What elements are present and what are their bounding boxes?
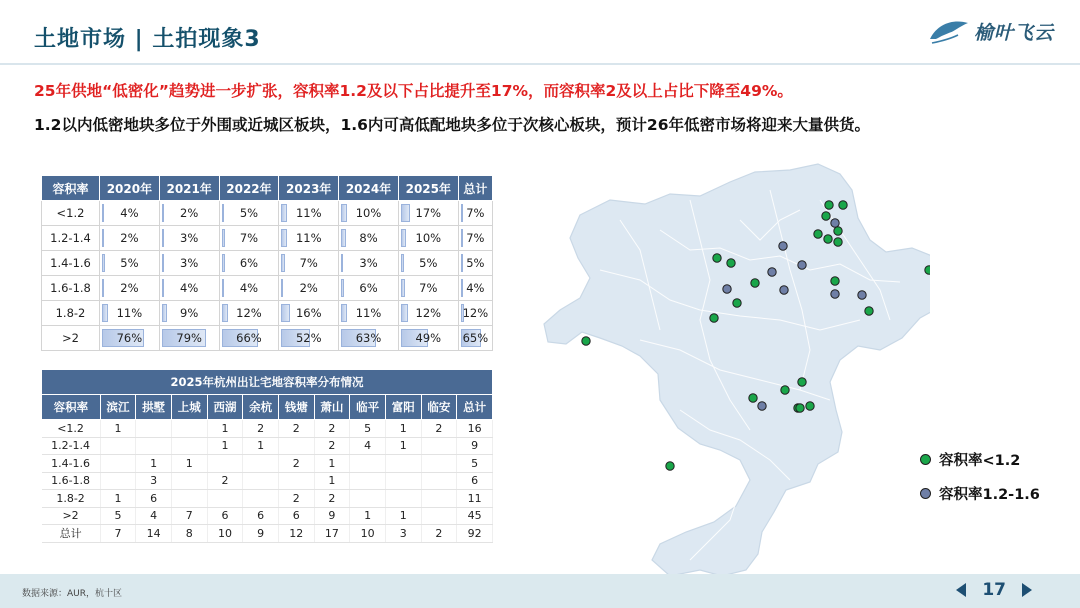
hangzhou-map — [540, 160, 930, 580]
share-bar — [401, 254, 404, 272]
column-header: 容积率 — [42, 176, 100, 201]
count-cell: 17 — [314, 525, 350, 543]
table-row — [42, 276, 493, 301]
share-value: 2% — [180, 206, 199, 220]
share-value: 65% — [462, 331, 489, 345]
site-point-low-ratio — [814, 230, 822, 238]
site-point-low-ratio — [825, 201, 833, 209]
column-header: 2025年 — [398, 176, 458, 201]
site-point-low-ratio — [733, 299, 741, 307]
share-bar — [162, 279, 164, 297]
row-label: 1.2-1.4 — [42, 437, 101, 455]
count-cell: 2 — [278, 455, 314, 473]
share-cell — [100, 251, 160, 276]
count-table-caption: 2025年杭州出让宅地容积率分布情况 — [42, 370, 493, 395]
share-bar — [102, 229, 104, 247]
share-bar — [341, 279, 344, 297]
count-cell: 1 — [207, 420, 243, 438]
share-value: 4% — [466, 281, 485, 295]
share-value: 3% — [359, 256, 378, 270]
share-cell — [159, 326, 219, 351]
column-header: 总计 — [458, 176, 492, 201]
share-value: 9% — [180, 306, 199, 320]
site-point-low-ratio — [834, 227, 842, 235]
share-value: 7% — [299, 256, 318, 270]
share-value: 6% — [359, 281, 378, 295]
header-divider — [0, 63, 1080, 65]
count-cell — [171, 472, 207, 490]
share-value: 5% — [120, 256, 139, 270]
table-row — [42, 201, 493, 226]
share-bar — [401, 204, 410, 222]
row-label: >2 — [42, 326, 100, 351]
count-cell: 1 — [100, 490, 136, 508]
share-cell — [458, 201, 492, 226]
share-bar — [281, 304, 290, 322]
count-cell — [385, 472, 421, 490]
page-title: 土地市场 | 土拍现象3 — [34, 27, 261, 52]
share-cell — [100, 326, 160, 351]
count-cell: 11 — [457, 490, 493, 508]
share-value: 52% — [295, 331, 322, 345]
share-value: 66% — [236, 331, 262, 345]
share-cell — [100, 301, 160, 326]
site-point-mid-ratio — [858, 291, 866, 299]
share-value: 12% — [415, 306, 442, 320]
share-value: 17% — [415, 206, 442, 220]
count-cell — [350, 490, 386, 508]
row-label: 1.4-1.6 — [42, 455, 101, 473]
share-value: 4% — [239, 281, 259, 295]
share-bar — [461, 279, 463, 297]
count-cell — [421, 437, 457, 455]
share-value: 10% — [415, 231, 442, 245]
share-bar — [222, 254, 225, 272]
share-value: 5% — [239, 206, 259, 220]
share-bar — [341, 304, 347, 322]
share-bar — [162, 304, 167, 322]
hangzhou-district-shape — [544, 164, 930, 576]
share-value: 8% — [359, 231, 378, 245]
table-row — [42, 251, 493, 276]
count-cell: 1 — [350, 507, 386, 525]
footer-bar — [0, 574, 1080, 608]
share-value: 12% — [236, 306, 262, 320]
count-cell: 5 — [100, 507, 136, 525]
count-cell: 2 — [421, 420, 457, 438]
column-header: 2020年 — [100, 176, 160, 201]
share-value: 11% — [295, 206, 322, 220]
share-bar — [461, 204, 463, 222]
row-label: 1.8-2 — [42, 490, 101, 508]
site-point-low-ratio — [666, 462, 674, 470]
legend-mid-marker — [920, 488, 931, 499]
count-cell — [171, 490, 207, 508]
site-point-low-ratio — [839, 201, 847, 209]
table-row — [42, 525, 493, 543]
column-header: 临平 — [350, 395, 386, 420]
site-point-low-ratio — [796, 404, 804, 412]
share-bar — [401, 304, 408, 322]
summary-highlight: 25年供地“低密化”趋势进一步扩张，容积率1.2及以下占比提升至17%，而容积率2及以上占比下降至49%。 — [34, 82, 793, 100]
share-value: 11% — [295, 231, 322, 245]
site-point-mid-ratio — [780, 286, 788, 294]
count-cell — [243, 472, 279, 490]
column-header: 2022年 — [219, 176, 279, 201]
share-cell — [159, 301, 219, 326]
share-value: 7% — [466, 231, 485, 245]
share-bar — [281, 229, 287, 247]
count-cell: 5 — [350, 420, 386, 438]
count-cell: 8 — [171, 525, 207, 543]
column-header: 2024年 — [339, 176, 399, 201]
count-cell — [278, 472, 314, 490]
count-cell: 4 — [350, 437, 386, 455]
share-cell — [398, 326, 458, 351]
share-cell — [219, 301, 279, 326]
share-cell — [219, 276, 279, 301]
count-cell: 2 — [314, 437, 350, 455]
share-bar — [281, 204, 287, 222]
table-row — [42, 507, 493, 525]
count-cell: 9 — [314, 507, 350, 525]
count-cell — [100, 437, 136, 455]
share-cell — [219, 226, 279, 251]
site-point-low-ratio — [781, 386, 789, 394]
count-cell — [421, 455, 457, 473]
count-cell: 10 — [207, 525, 243, 543]
row-label: 1.4-1.6 — [42, 251, 100, 276]
share-value: 5% — [466, 256, 485, 270]
share-value: 3% — [180, 256, 199, 270]
share-cell — [159, 251, 219, 276]
share-bar — [341, 254, 343, 272]
count-cell — [350, 455, 386, 473]
share-cell — [279, 226, 339, 251]
site-point-mid-ratio — [779, 242, 787, 250]
share-cell — [398, 301, 458, 326]
share-bar — [281, 254, 285, 272]
share-cell — [458, 226, 492, 251]
count-cell: 1 — [171, 455, 207, 473]
share-bar — [162, 204, 164, 222]
share-cell — [279, 276, 339, 301]
column-header: 上城 — [171, 395, 207, 420]
site-point-low-ratio — [865, 307, 873, 315]
share-value: 76% — [116, 331, 143, 345]
column-header: 容积率 — [42, 395, 101, 420]
header — [0, 0, 1080, 66]
share-bar — [281, 279, 283, 297]
count-cell: 2 — [243, 420, 279, 438]
ratio-share-table — [41, 175, 493, 351]
table-row — [42, 301, 493, 326]
table-row — [42, 472, 493, 490]
site-point-low-ratio — [713, 254, 721, 262]
share-bar — [401, 229, 407, 247]
next-page-icon[interactable] — [1022, 583, 1032, 597]
share-cell — [458, 301, 492, 326]
share-cell — [100, 226, 160, 251]
share-value: 2% — [120, 231, 139, 245]
count-cell — [421, 507, 457, 525]
share-value: 12% — [462, 306, 489, 320]
share-cell — [398, 226, 458, 251]
share-bar — [102, 279, 104, 297]
share-cell — [100, 276, 160, 301]
share-cell — [458, 326, 492, 351]
share-cell — [398, 276, 458, 301]
count-cell: 6 — [207, 507, 243, 525]
share-bar — [222, 229, 226, 247]
count-cell — [207, 490, 243, 508]
count-cell — [100, 472, 136, 490]
count-cell: 6 — [457, 472, 493, 490]
share-value: 11% — [355, 306, 382, 320]
column-header: 滨江 — [100, 395, 136, 420]
share-value: 7% — [466, 206, 485, 220]
site-point-low-ratio — [798, 378, 806, 386]
legend-low-label: 容积率<1.2 — [939, 453, 1021, 469]
count-cell: 7 — [171, 507, 207, 525]
table-row — [42, 490, 493, 508]
site-point-mid-ratio — [831, 219, 839, 227]
count-cell — [207, 455, 243, 473]
share-cell — [339, 226, 399, 251]
share-value: 10% — [355, 206, 382, 220]
site-point-low-ratio — [834, 238, 842, 246]
share-cell — [339, 276, 399, 301]
summary-detail: 1.2以内低密地块多位于外围或近城区板块，1.6内可高低配地块多位于次核心板块，预计26年低密市场将迎来大量供货。 — [34, 116, 870, 134]
share-cell — [159, 226, 219, 251]
count-cell — [100, 455, 136, 473]
count-cell: 9 — [243, 525, 279, 543]
count-cell: 1 — [385, 420, 421, 438]
share-value: 49% — [415, 331, 442, 345]
share-cell — [159, 276, 219, 301]
share-cell — [279, 326, 339, 351]
count-cell: 14 — [136, 525, 172, 543]
count-cell: 5 — [457, 455, 493, 473]
count-cell: 1 — [385, 437, 421, 455]
share-cell — [339, 301, 399, 326]
share-value: 4% — [120, 206, 139, 220]
logo-text: 榆叶飞云 — [973, 22, 1054, 44]
ratio-count-table — [41, 369, 493, 543]
count-cell: 1 — [314, 455, 350, 473]
count-cell: 10 — [350, 525, 386, 543]
column-header: 2021年 — [159, 176, 219, 201]
share-cell — [219, 326, 279, 351]
count-cell: 2 — [421, 525, 457, 543]
site-point-low-ratio — [822, 212, 830, 220]
site-point-mid-ratio — [758, 402, 766, 410]
share-cell — [398, 201, 458, 226]
column-header: 总计 — [457, 395, 493, 420]
row-label: 1.8-2 — [42, 301, 100, 326]
ratio-table-header — [42, 176, 493, 201]
share-bar — [162, 254, 164, 272]
share-bar — [222, 304, 229, 322]
share-bar — [222, 279, 224, 297]
row-label: <1.2 — [42, 201, 100, 226]
share-value: 16% — [295, 306, 322, 320]
column-header: 萧山 — [314, 395, 350, 420]
column-header: 拱墅 — [136, 395, 172, 420]
site-point-low-ratio — [582, 337, 590, 345]
share-cell — [159, 201, 219, 226]
share-bar — [401, 279, 405, 297]
share-bar — [341, 229, 345, 247]
share-value: 3% — [180, 231, 199, 245]
count-cell: 2 — [314, 420, 350, 438]
share-bar — [341, 204, 347, 222]
count-cell: 4 — [136, 507, 172, 525]
count-cell: 45 — [457, 507, 493, 525]
pager — [956, 580, 1032, 600]
share-bar — [222, 204, 225, 222]
share-cell — [279, 301, 339, 326]
site-point-low-ratio — [727, 259, 735, 267]
table-row — [42, 437, 493, 455]
share-value: 79% — [176, 331, 202, 345]
share-cell — [458, 251, 492, 276]
site-point-low-ratio — [824, 235, 832, 243]
column-header: 钱塘 — [278, 395, 314, 420]
site-point-low-ratio — [831, 277, 839, 285]
count-cell: 1 — [100, 420, 136, 438]
row-label: 1.2-1.4 — [42, 226, 100, 251]
row-label: >2 — [42, 507, 101, 525]
column-header: 富阳 — [385, 395, 421, 420]
site-point-mid-ratio — [831, 290, 839, 298]
share-cell — [279, 201, 339, 226]
count-cell — [171, 437, 207, 455]
count-cell: 2 — [314, 490, 350, 508]
column-header: 西湖 — [207, 395, 243, 420]
row-label: 1.6-1.8 — [42, 472, 101, 490]
table-row — [42, 455, 493, 473]
share-cell — [219, 251, 279, 276]
count-cell — [243, 455, 279, 473]
legend-item-mid — [920, 483, 1040, 504]
count-cell — [171, 420, 207, 438]
share-cell — [458, 276, 492, 301]
count-cell: 2 — [278, 420, 314, 438]
site-point-low-ratio — [806, 402, 814, 410]
share-bar — [461, 229, 463, 247]
count-cell — [136, 437, 172, 455]
count-cell — [136, 420, 172, 438]
share-cell — [339, 251, 399, 276]
count-cell: 6 — [278, 507, 314, 525]
share-value: 4% — [180, 281, 199, 295]
count-cell: 1 — [385, 507, 421, 525]
count-cell: 3 — [136, 472, 172, 490]
share-cell — [339, 326, 399, 351]
count-cell — [243, 490, 279, 508]
row-label: 总计 — [42, 525, 101, 543]
share-value: 6% — [239, 256, 259, 270]
site-point-low-ratio — [925, 266, 930, 274]
count-cell: 1 — [243, 437, 279, 455]
count-cell — [385, 455, 421, 473]
prev-page-icon[interactable] — [956, 583, 966, 597]
table-row — [42, 226, 493, 251]
share-value: 63% — [355, 331, 382, 345]
count-table-header — [42, 395, 493, 420]
leaf-logo-icon — [928, 19, 970, 45]
share-value: 7% — [419, 281, 438, 295]
count-cell: 1 — [136, 455, 172, 473]
column-header: 临安 — [421, 395, 457, 420]
share-bar — [461, 254, 463, 272]
count-cell: 2 — [278, 490, 314, 508]
share-value: 2% — [299, 281, 318, 295]
legend-item-low — [920, 449, 1020, 470]
count-cell: 6 — [243, 507, 279, 525]
count-cell — [421, 490, 457, 508]
table-row — [42, 420, 493, 438]
count-cell: 9 — [457, 437, 493, 455]
share-cell — [219, 201, 279, 226]
site-point-low-ratio — [751, 279, 759, 287]
share-value: 11% — [116, 306, 143, 320]
count-cell — [350, 472, 386, 490]
site-point-low-ratio — [710, 314, 718, 322]
share-cell — [339, 201, 399, 226]
site-point-mid-ratio — [768, 268, 776, 276]
count-cell: 1 — [207, 437, 243, 455]
logo — [928, 18, 1054, 45]
count-cell: 92 — [457, 525, 493, 543]
share-value: 5% — [419, 256, 438, 270]
count-cell: 7 — [100, 525, 136, 543]
share-cell — [279, 251, 339, 276]
count-cell — [421, 472, 457, 490]
column-header: 2023年 — [279, 176, 339, 201]
row-label: 1.6-1.8 — [42, 276, 100, 301]
site-point-low-ratio — [749, 394, 757, 402]
count-cell — [385, 490, 421, 508]
share-value: 7% — [239, 231, 259, 245]
data-source: 数据来源：AUR，杭十区 — [22, 589, 122, 599]
count-cell: 16 — [457, 420, 493, 438]
count-cell: 12 — [278, 525, 314, 543]
share-cell — [398, 251, 458, 276]
count-cell: 2 — [207, 472, 243, 490]
row-label: <1.2 — [42, 420, 101, 438]
column-header: 余杭 — [243, 395, 279, 420]
page-number: 17 — [982, 580, 1006, 600]
share-bar — [102, 304, 108, 322]
share-bar — [102, 254, 105, 272]
table-row — [42, 326, 493, 351]
count-cell: 3 — [385, 525, 421, 543]
share-cell — [100, 201, 160, 226]
count-cell: 1 — [314, 472, 350, 490]
share-bar — [162, 229, 164, 247]
site-point-mid-ratio — [723, 285, 731, 293]
share-bar — [102, 204, 104, 222]
count-cell — [278, 437, 314, 455]
legend-low-marker — [920, 454, 931, 465]
site-point-mid-ratio — [798, 261, 806, 269]
count-cell: 6 — [136, 490, 172, 508]
share-value: 2% — [120, 281, 139, 295]
legend-mid-label: 容积率1.2-1.6 — [939, 487, 1040, 503]
